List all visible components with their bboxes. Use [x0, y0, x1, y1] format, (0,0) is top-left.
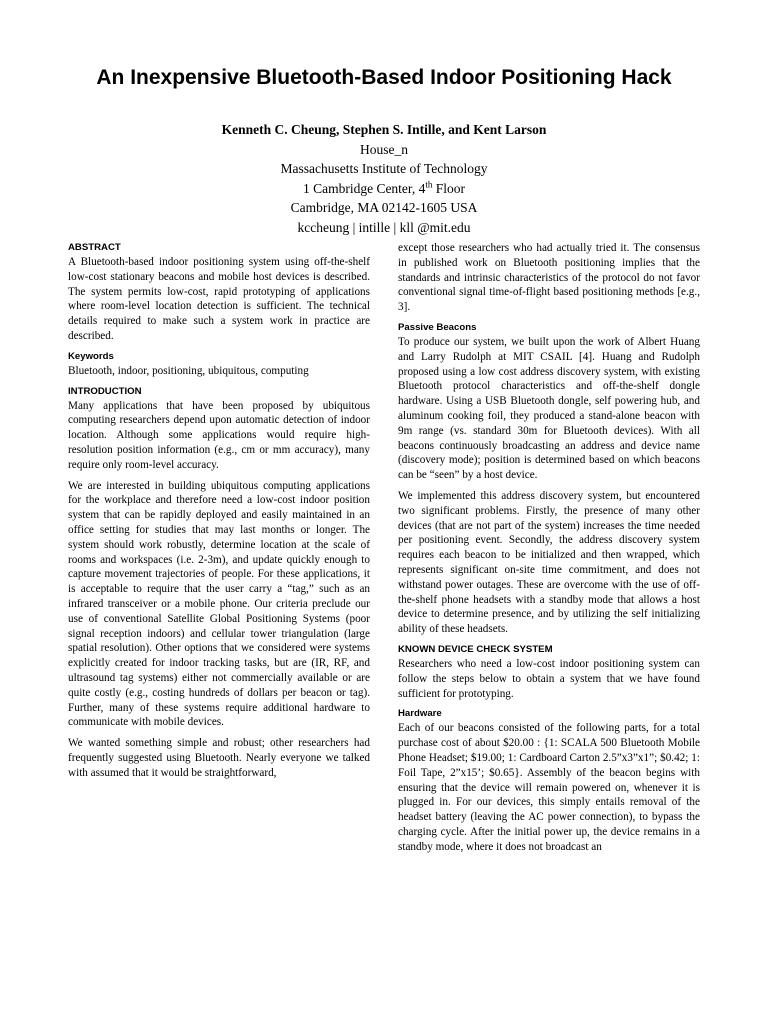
- institution: Massachusetts Institute of Technology: [280, 161, 488, 176]
- hardware-heading: Hardware: [398, 708, 442, 720]
- address-floor: Floor: [432, 180, 466, 196]
- introduction-paragraph-3: We wanted something simple and robust; other researchers had frequently suggested using Bluetooth. Nearly everyone we talked with assumed that it would be straightforward,: [68, 737, 370, 779]
- address-street: 1 Cambridge Center, 4: [302, 180, 426, 196]
- introduction-heading: INTRODUCTION: [68, 385, 142, 397]
- address-superscript: th: [425, 179, 433, 189]
- abstract-text: A Bluetooth-based indoor positioning system using off-the-shelf low-cost stationary beacons and mobile host devices is described. The system permits low-cost, rapid prototyping of applications where room-level location detection is sufficient. The technical details required to make such a system work in practice are described.: [68, 256, 370, 342]
- keywords-text: Bluetooth, indoor, positioning, ubiquitous, computing: [68, 364, 309, 377]
- keywords-heading: Keywords: [68, 350, 114, 362]
- street-address: [0, 179, 768, 199]
- continuation-paragraph: except those researchers who had actually tried it. The consensus in published work on Bluetooth positioning implies that the standards and intrinsic characteristics of the protocol do not favor conventional signal time-of-flight based positioning methods [e.g., 3].: [398, 242, 700, 314]
- introduction-paragraph-1: Many applications that have been proposed by ubiquitous computing researchers depend upon automatic detection of indoor location. Although some applications would require high-resolution position information (e.g., cm or mm accuracy), many require only room-level accuracy.: [68, 399, 370, 471]
- right-column: [398, 241, 700, 860]
- passive-beacons-heading: Passive Beacons: [398, 321, 477, 333]
- passive-beacons-paragraph-1: To produce our system, we built upon the work of Albert Huang and Larry Rudolph at MIT CSAIL [4]. Huang and Rudolph proposed using a low cost address discovery system, with existing Bluetooth protocol characteristics and off-the-shelf dongle hardware. Using a USB Bluetooth dongle, self powering hub, and aluminum cooking foil, they produced a stand-alone beacon with 9m range (vs. standard 30m for Bluetooth devices). With all beacons continuously broadcasting an address and device name (discovery mode); position is determined based on which beacons can be “seen” by a host device.: [398, 335, 700, 482]
- hardware-paragraph: Each of our beacons consisted of the following parts, for a total purchase cost of about $20.00 : {1: SCALA 500 Bluetooth Mobile Phone Headset; $19.00; 1: Cardboard Carton 2.5”x3”x1”; $0.42; 1: Foil Tape, 2”x15’; $0.65}. Assembly of the beacon begins with ensuring that the device will remain powered on, whenever it is plugged in. For our devices, this simply entails removal of the headset battery (leaving the AC power connection), to bypass the charging cycle. After the initial power up, the device remains in a standby mode, where it does not broadcast an: [398, 722, 700, 853]
- author-block: [0, 120, 768, 237]
- paper-title: An Inexpensive Bluetooth-Based Indoor Positioning Hack: [96, 66, 672, 89]
- left-column: [68, 241, 370, 787]
- introduction-paragraph-2: We are interested in building ubiquitous computing applications for the workplace and therefore need a low-cost indoor position system that can be rapidly deployed and easily maintained in an office setting for studies that may last months or longer. The system should work robustly, determine location at the scale of rooms and workspaces (i.e. 2-3m), and update quickly enough to capture movement trajectories of people. For these applications, it is acceptable to require that the user carry a “tag,” such as an infrared transceiver or a mobile phone. Our criteria preclude our use of conventional Satellite Global Positioning Systems (poor signal reception indoors) and cellular tower triangulation (large spatial resolution). Other options that we considered were systems explicitly created for indoor tracking tasks, but are (IR, RF, and ultrasound tag systems) either not commercially available or are quite costly (e.g., costing hundreds of dollars per beacon or tag). Further, many of these systems require additional hardware to communicate with mobile devices.: [68, 479, 370, 729]
- author-emails: kccheung | intille | kll @mit.edu: [297, 219, 471, 235]
- known-device-check-paragraph: Researchers who need a low-cost indoor positioning system can follow the steps below to obtain a system that we have found sufficient for prototyping.: [398, 657, 700, 700]
- abstract-heading: ABSTRACT: [68, 242, 121, 253]
- known-device-check-heading: KNOWN DEVICE CHECK SYSTEM: [398, 643, 553, 655]
- research-group: House_n: [360, 141, 408, 157]
- author-names: Kenneth C. Cheung, Stephen S. Intille, and Kent Larson: [221, 122, 547, 137]
- city-address: Cambridge, MA 02142-1605 USA: [290, 200, 478, 215]
- passive-beacons-paragraph-2: We implemented this address discovery system, but encountered two significant problems. Firstly, the presence of many other devices (that are not part of the system) increases the time needed per positioning event. Secondly, the address discovery system requires each beacon to be initialized and then wrapped, which represents significant on-site time commitment, and does not withstand power outages. These are overcome with the use of off-the-shelf phone headsets with a standby mode that allows a host device to determine presence, and by utilizing the self initializing ability of these headsets.: [398, 489, 700, 636]
